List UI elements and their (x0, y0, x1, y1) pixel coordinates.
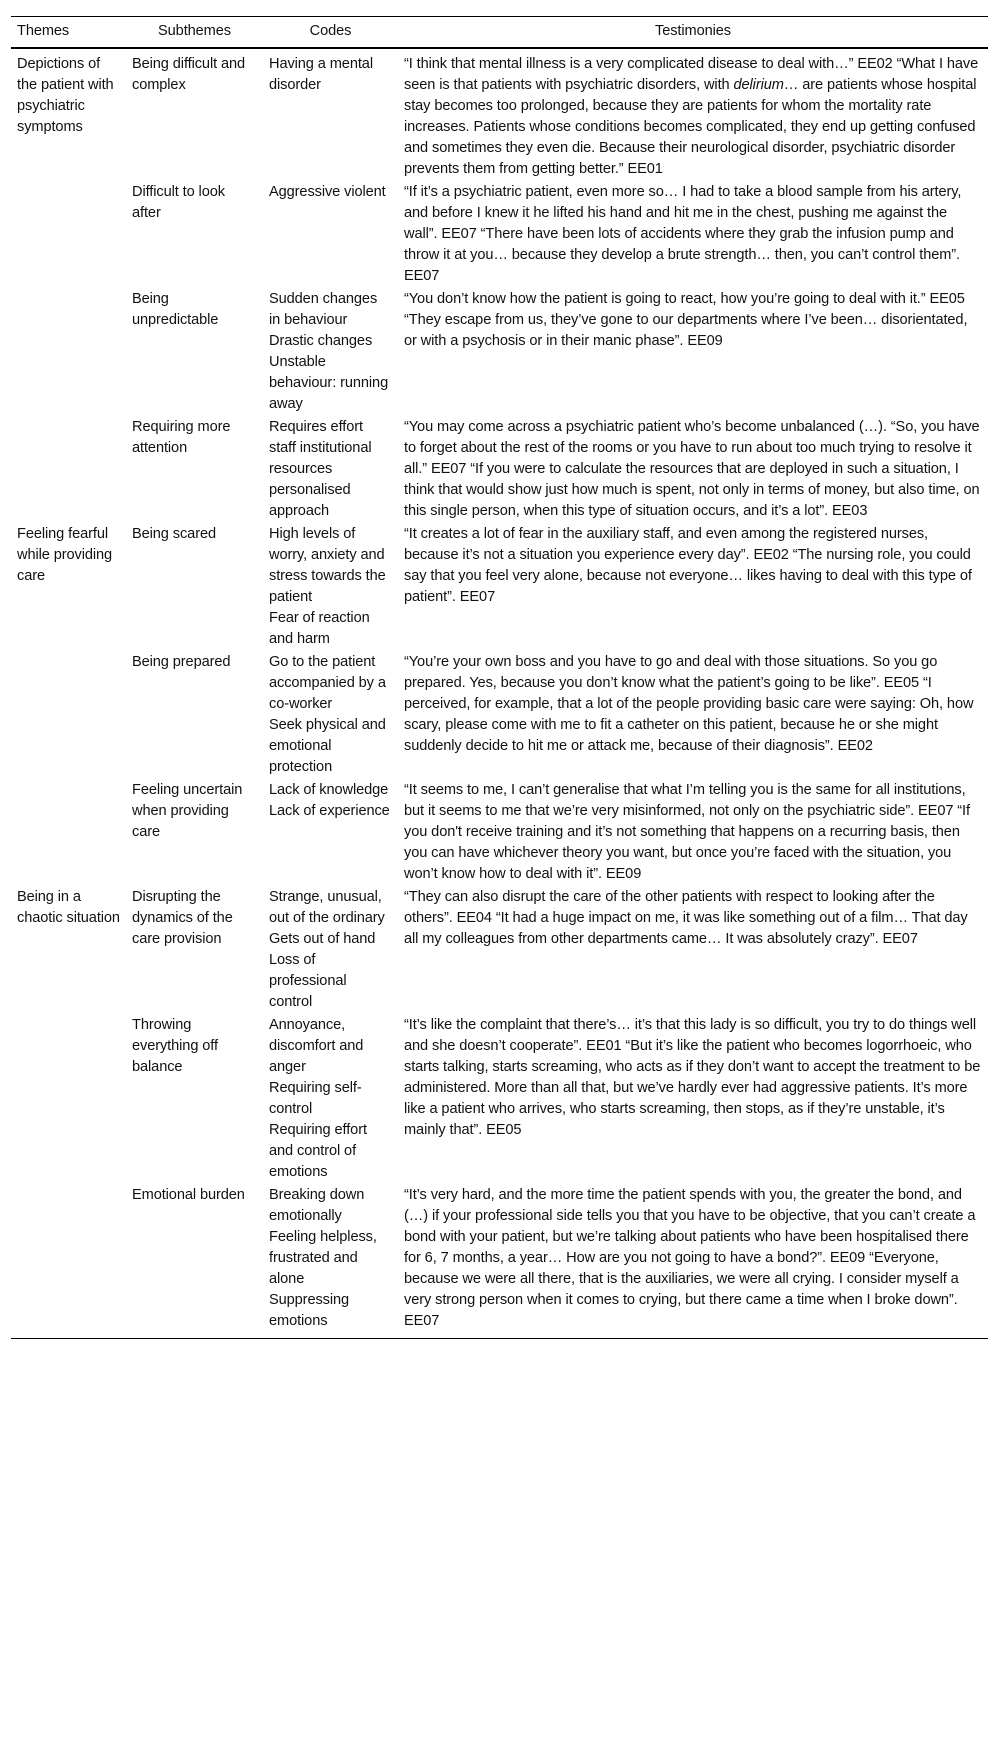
code-item: Requiring self-control (269, 1080, 362, 1117)
testimony-text: “It seems to me, I can’t generalise that what I’m telling you is the same for all institutions, but it seems to me that we’re very misinformed, not only on the psychiatric side”. EE07 “If you don't receive training and it’s not something that happens on a recurring basis, then you can have whichever theory you want, but once you’re faced with the situation, you won’t know how to deal with it”. EE09 (404, 782, 970, 882)
table-row (11, 416, 988, 523)
codes-cell (263, 886, 398, 1014)
codes-cell (263, 651, 398, 779)
subtheme-cell: Being difficult and complex (132, 56, 246, 93)
theme-cell: Depictions of the patient with psychiatric symptoms (17, 56, 114, 135)
subtheme-cell: Being prepared (132, 654, 231, 670)
codes-cell (263, 523, 398, 651)
testimony-cell (398, 288, 988, 416)
header-testimonies: Testimonies (655, 23, 731, 39)
table-row (11, 779, 988, 886)
code-item: Requiring effort and control of emotions (269, 1122, 367, 1180)
code-item: Seek physical and emotional protection (269, 717, 386, 775)
code-item: Drastic changes (269, 333, 373, 349)
testimony-text: … are patients whose hospital stay becomes too prolonged, because they are patients for whom the mortality rate increases. Patients whose conditions becomes complicated, they end up getting confused and sometimes they even die. Because their neurological disorder, psychiatric disorder prevents them from getting better.” EE01 (404, 77, 977, 177)
code-item: Sudden changes in behaviour (269, 291, 378, 328)
header-subthemes: Subthemes (158, 23, 231, 39)
header-row (11, 17, 988, 49)
testimony-cell (398, 181, 988, 288)
code-item: Annoyance, discomfort and anger (269, 1017, 364, 1075)
testimony-text: “I think that mental illness is a very complicated disease to deal with…” EE02 “What I have seen is that patients with psychiatric disorders, with (404, 56, 979, 93)
testimony-cell (398, 1014, 988, 1184)
testimony-cell (398, 1184, 988, 1339)
themes-table (11, 16, 988, 1339)
testimony-cell (398, 416, 988, 523)
testimony-text: “It’s very hard, and the more time the patient spends with you, the greater the bond, and (…) if your professional side tells you that you have to be objective, that you can’t create a bond with your patient, but we’re talking about patients who have been hospitalised there for 6, 7 months, a year… How are you not going to have a bond?”. EE09 “Everyone, because we were all there, that is the auxiliaries, we were all crying. I consider myself a very strong person when it comes to crying, but there came a time when I broke down”. EE07 (404, 1187, 976, 1329)
subtheme-cell: Difficult to look after (132, 184, 225, 221)
testimony-emphasis: delirium (733, 77, 784, 93)
code-item: Feeling helpless, frustrated and alone (269, 1229, 377, 1287)
testimony-text: “They can also disrupt the care of the other patients with respect to looking after the others”. EE04 “It had a huge impact on me, it was like something out of a film… That day all my colleagues from other departments came… It was absolutely crazy”. EE07 (404, 889, 968, 947)
testimony-text: “It’s like the complaint that there’s… it’s that this lady is so difficult, you try to do things well and she doesn’t cooperate”. EE01 “But it’s like the patient who becomes logorrhoeic, who starts talking, starts screaming, who acts as if they don’t want to accept the treatment to be administered. More than all that, but we’ve hardly ever had aggressive patients. It’s more like a patient who arrives, who starts screaming, then stops, as if they’re unstable, it’s mainly that”. EE05 (404, 1017, 981, 1138)
code-item: Suppressing emotions (269, 1292, 350, 1329)
codes-cell (263, 181, 398, 288)
header-themes: Themes (17, 23, 70, 39)
table-row (11, 288, 988, 416)
testimony-text: “You don’t know how the patient is going to react, how you’re going to deal with it.” EE05 “They escape from us, they’ve gone to our departments where I’ve been… disorientated, or with a psychosis or in their manic phase”. EE09 (404, 291, 968, 349)
table-row (11, 886, 988, 1014)
subtheme-cell: Emotional burden (132, 1187, 245, 1203)
code-item: Lack of knowledge (269, 782, 389, 798)
subtheme-cell: Being scared (132, 526, 216, 542)
table-row (11, 48, 988, 181)
subtheme-cell: Throwing everything off balance (132, 1017, 218, 1075)
code-item: Breaking down emotionally (269, 1187, 365, 1224)
testimony-text: “If it’s a psychiatric patient, even more so… I had to take a blood sample from his artery, and before I knew it he lifted his hand and hit me in the chest, pushing me against the wall”. EE07 “There have been lots of accidents where they grab the infusion pump and throw it at you… because they develop a brute strength… then, you can’t control them”. EE07 (404, 184, 962, 284)
subtheme-cell: Requiring more attention (132, 419, 231, 456)
table-row (11, 523, 988, 651)
theme-cell (11, 181, 126, 288)
code-item: Strange, unusual, out of the ordinary (269, 889, 385, 926)
theme-cell (11, 1184, 126, 1339)
code-item: Gets out of hand (269, 931, 376, 947)
subtheme-cell: Disrupting the dynamics of the care provision (132, 889, 233, 947)
codes-cell (263, 288, 398, 416)
testimony-cell (398, 651, 988, 779)
theme-cell (11, 1014, 126, 1184)
code-item: Go to the patient accompanied by a co-worker (269, 654, 386, 712)
codes-cell (263, 779, 398, 886)
table-row (11, 1014, 988, 1184)
testimony-text: “You may come across a psychiatric patient who’s become unbalanced (…). “So, you have to forget about the rest of the rooms or you have to run about too much trying to resolve it all.” EE07 “If you were to calculate the resources that are deployed in such a situation, I think that would show just how much is spent, not only in terms of money, but also time, on this single person, when this type of situation occurs, and it’s a lot”. EE03 (404, 419, 980, 519)
codes-cell (263, 1014, 398, 1184)
code-item: Aggressive violent (269, 184, 386, 200)
header-codes: Codes (309, 23, 352, 39)
code-item: Fear of reaction and harm (269, 610, 370, 647)
code-item: Loss of professional control (269, 952, 347, 1010)
subtheme-cell: Feeling uncertain when providing care (132, 782, 243, 840)
theme-cell (11, 779, 126, 886)
code-item: Unstable behaviour: running away (269, 354, 389, 412)
table-row (11, 181, 988, 288)
testimony-cell (398, 886, 988, 1014)
code-item: Having a mental disorder (269, 56, 373, 93)
testimony-text: “You’re your own boss and you have to go and deal with those situations. So you go prepared. Yes, because you don’t know what the patient’s going to be like”. EE05 “I perceived, for example, that a lot of the people providing basic care were saying: Oh, how scary, please come with me to fit a catheter on this patient, because he or she might suddenly decide to hit me or attack me, because of their diagnosis”. EE02 (404, 654, 974, 754)
theme-cell (11, 651, 126, 779)
testimony-cell (398, 48, 988, 181)
code-item: Requires effort staff institutional resources personalised approach (269, 419, 372, 519)
code-item: High levels of worry, anxiety and stress towards the patient (269, 526, 386, 605)
table-row (11, 651, 988, 779)
codes-cell (263, 1184, 398, 1339)
subtheme-cell: Being unpredictable (132, 291, 219, 328)
theme-cell (11, 416, 126, 523)
theme-cell: Feeling fearful while providing care (17, 526, 113, 584)
theme-cell (11, 288, 126, 416)
code-item: Lack of experience (269, 803, 390, 819)
testimony-cell (398, 523, 988, 651)
table-row (11, 1184, 988, 1339)
testimony-cell (398, 779, 988, 886)
codes-cell (263, 416, 398, 523)
codes-cell (263, 48, 398, 181)
theme-cell: Being in a chaotic situation (17, 889, 120, 926)
testimony-text: “It creates a lot of fear in the auxiliary staff, and even among the registered nurses, because it’s not a situation you experience every day”. EE02 “The nursing role, you could say that you feel very alone, because not everyone… likes having to deal with this type of patient”. EE07 (404, 526, 972, 605)
